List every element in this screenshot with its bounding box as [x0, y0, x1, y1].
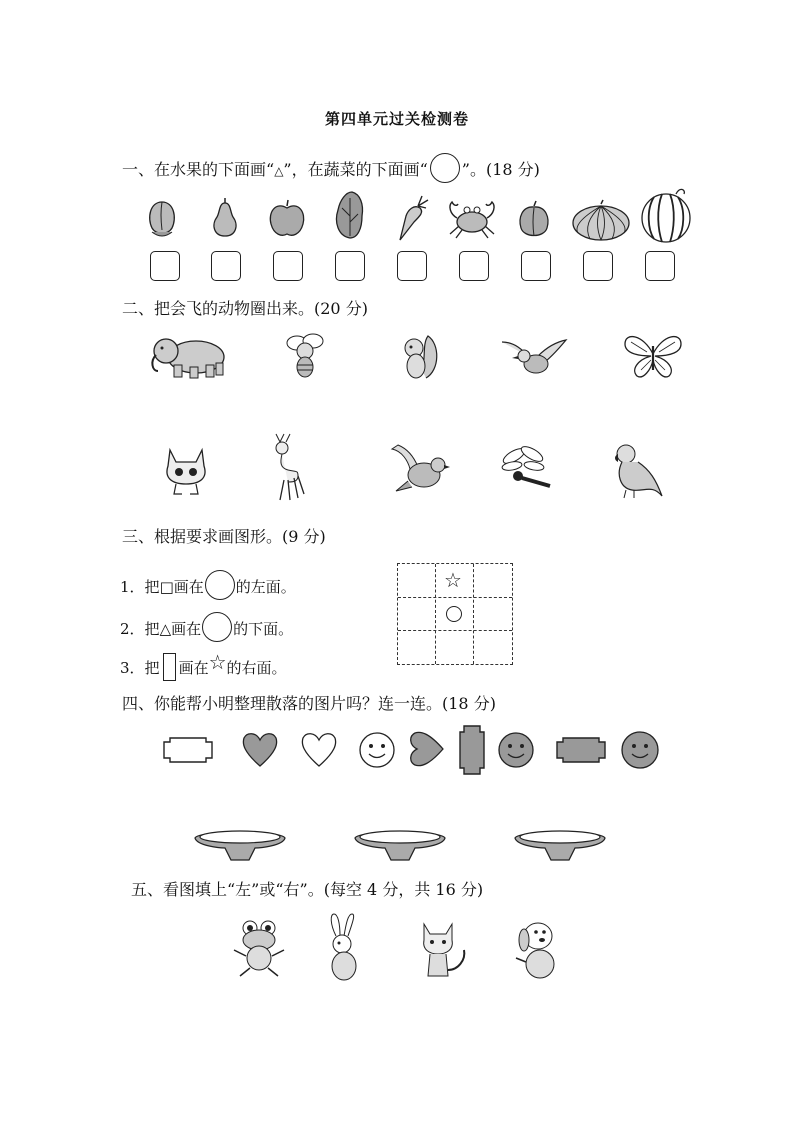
q1-answer-box[interactable]	[335, 251, 365, 281]
circle-icon	[205, 570, 235, 600]
star-icon: ☆	[208, 650, 227, 674]
squirrel-icon[interactable]	[396, 330, 440, 382]
star-icon: ☆	[444, 568, 462, 592]
item-text: 画在	[173, 578, 204, 596]
q1-triangle: △	[274, 164, 284, 178]
heart-outline-icon[interactable]	[299, 730, 339, 768]
q1-answer-box[interactable]	[397, 251, 427, 281]
watermelon-icon	[638, 182, 696, 244]
question-5: 五、看图填上“左”或“右”。(每空 4 分，共 16 分)	[131, 880, 484, 899]
question-3: 三、根据要求画图形。(9 分)	[122, 527, 326, 546]
deer-icon[interactable]	[266, 432, 308, 504]
plate-icon[interactable]	[193, 826, 287, 864]
kitten-icon[interactable]	[160, 444, 212, 496]
item-text: 画在	[178, 659, 209, 677]
item-text: 画在	[171, 620, 202, 638]
item-number: 1．	[120, 578, 145, 596]
q1-answer-box[interactable]	[583, 251, 613, 281]
item-text: 的右面。	[226, 659, 287, 677]
question-2: 二、把会飞的动物圈出来。(20 分)	[122, 299, 368, 318]
circle-icon	[202, 612, 232, 642]
q1-answer-box[interactable]	[521, 251, 551, 281]
item-text: 把	[144, 578, 160, 596]
item-number: 2．	[120, 620, 145, 638]
cat-icon	[418, 920, 470, 980]
item-text: 的下面。	[233, 620, 294, 638]
q1-suffix: ”。(18 分)	[461, 160, 540, 179]
bee-icon[interactable]	[283, 331, 327, 381]
elephant-icon[interactable]	[146, 333, 234, 381]
q1-answer-box[interactable]	[150, 251, 180, 281]
rabbit-icon	[324, 912, 364, 982]
pear-icon	[208, 194, 242, 240]
item-text: 的左面。	[235, 578, 296, 596]
smiley-face-icon[interactable]	[358, 731, 396, 769]
cabbage-icon	[330, 186, 370, 242]
heart-filled-icon[interactable]	[240, 730, 280, 768]
q1-answer-box[interactable]	[211, 251, 241, 281]
pumpkin-icon	[570, 198, 632, 242]
q1-mid: ”，在蔬菜的下面画“	[283, 160, 428, 179]
question-4: 四、你能帮小明整理散落的图片吗？连一连。(18 分)	[122, 694, 496, 713]
dragonfly-icon[interactable]	[498, 446, 554, 492]
smiley-face-filled-icon[interactable]	[497, 731, 535, 769]
item-text: 把	[144, 620, 160, 638]
crab-icon	[444, 196, 500, 240]
drawing-grid[interactable]	[397, 563, 513, 665]
dog-icon	[512, 918, 562, 982]
q3-item-1	[120, 570, 296, 600]
q1-prefix: 一、在水果的下面画“	[122, 160, 275, 179]
notched-rectangle-filled-icon[interactable]	[555, 736, 607, 764]
peach-icon	[144, 196, 180, 240]
apple-icon	[267, 197, 307, 239]
circle-icon	[446, 606, 462, 622]
rectangle-icon	[163, 653, 176, 681]
q3-item-3	[120, 650, 287, 681]
dove-icon[interactable]	[388, 443, 452, 495]
carrot-icon	[392, 192, 432, 244]
item-text: 把	[144, 659, 160, 677]
circle-icon	[430, 153, 460, 183]
smiley-face-filled-icon[interactable]	[620, 730, 660, 770]
q1-answer-box[interactable]	[645, 251, 675, 281]
plate-icon[interactable]	[513, 826, 607, 864]
bird-icon[interactable]	[498, 334, 570, 380]
parrot-icon[interactable]	[608, 440, 666, 500]
q3-item-2	[120, 612, 293, 642]
q1-answer-box[interactable]	[459, 251, 489, 281]
question-1	[122, 153, 540, 183]
q1-answer-box[interactable]	[273, 251, 303, 281]
item-number: 3．	[120, 659, 145, 677]
square-shape: □	[159, 578, 174, 596]
heart-tilted-icon[interactable]	[407, 729, 445, 769]
bell-pepper-icon	[514, 198, 554, 240]
notched-rectangle-icon[interactable]	[162, 736, 214, 764]
plate-icon[interactable]	[353, 826, 447, 864]
notched-rectangle-vertical-icon[interactable]	[458, 724, 486, 776]
triangle-shape: △	[159, 620, 172, 638]
butterfly-icon[interactable]	[621, 330, 685, 382]
frog-icon	[230, 916, 290, 978]
page-title: 第四单元过关检测卷	[324, 110, 469, 128]
